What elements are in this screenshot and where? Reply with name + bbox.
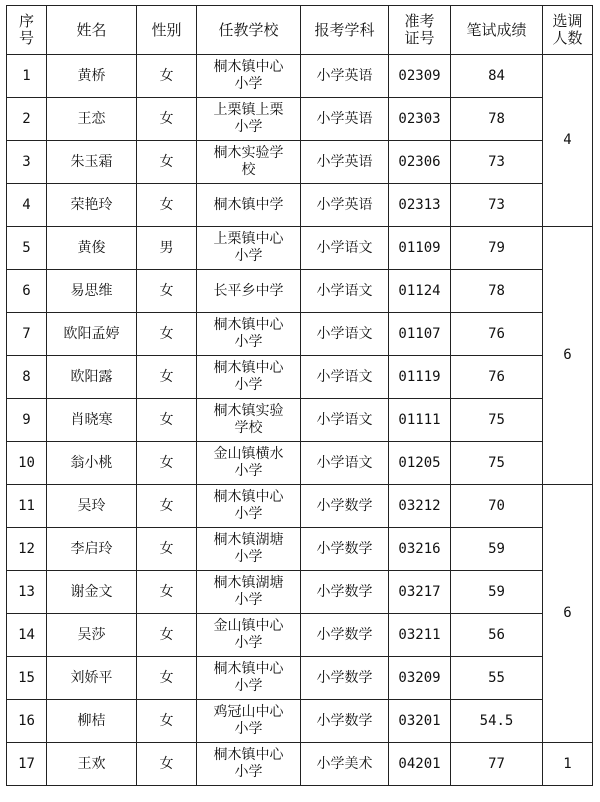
cell-score: 79 — [451, 227, 543, 270]
cell-seq: 6 — [7, 270, 47, 313]
cell-score: 76 — [451, 313, 543, 356]
cell-exam-no: 03212 — [389, 485, 451, 528]
cell-gender: 女 — [137, 700, 197, 743]
cell-seq: 5 — [7, 227, 47, 270]
cell-gender: 男 — [137, 227, 197, 270]
candidate-table — [6, 5, 593, 786]
cell-name: 欧阳露 — [47, 356, 137, 399]
cell-name: 吴莎 — [47, 614, 137, 657]
cell-seq: 3 — [7, 141, 47, 184]
cell-quota: 6 — [543, 485, 593, 743]
cell-exam-no: 01111 — [389, 399, 451, 442]
table-row — [7, 184, 593, 227]
cell-subject: 小学语文 — [301, 399, 389, 442]
cell-exam-no: 01205 — [389, 442, 451, 485]
cell-score: 78 — [451, 270, 543, 313]
cell-subject: 小学语文 — [301, 270, 389, 313]
cell-quota: 4 — [543, 55, 593, 227]
cell-gender: 女 — [137, 184, 197, 227]
cell-subject: 小学语文 — [301, 442, 389, 485]
cell-score: 77 — [451, 743, 543, 786]
header-school: 任教学校 — [197, 6, 301, 55]
cell-seq: 4 — [7, 184, 47, 227]
cell-exam-no: 03216 — [389, 528, 451, 571]
cell-quota: 6 — [543, 227, 593, 485]
cell-subject: 小学英语 — [301, 141, 389, 184]
cell-subject: 小学数学 — [301, 614, 389, 657]
cell-name: 黄桥 — [47, 55, 137, 98]
cell-exam-no: 01109 — [389, 227, 451, 270]
table-row — [7, 356, 593, 399]
cell-exam-no: 02303 — [389, 98, 451, 141]
cell-school: 桐木镇中心 小学 — [197, 356, 301, 399]
header-quota: 选调 人数 — [543, 6, 593, 55]
cell-subject: 小学英语 — [301, 184, 389, 227]
header-gender: 性别 — [137, 6, 197, 55]
cell-seq: 2 — [7, 98, 47, 141]
cell-school: 上栗镇上栗 小学 — [197, 98, 301, 141]
table-header — [7, 6, 593, 55]
table-row — [7, 614, 593, 657]
cell-name: 欧阳孟婷 — [47, 313, 137, 356]
cell-seq: 13 — [7, 571, 47, 614]
table-row — [7, 528, 593, 571]
cell-exam-no: 02309 — [389, 55, 451, 98]
table-row — [7, 743, 593, 786]
cell-score: 54.5 — [451, 700, 543, 743]
cell-seq: 9 — [7, 399, 47, 442]
cell-gender: 女 — [137, 98, 197, 141]
cell-gender: 女 — [137, 399, 197, 442]
cell-school: 金山镇横水 小学 — [197, 442, 301, 485]
cell-seq: 17 — [7, 743, 47, 786]
cell-name: 荣艳玲 — [47, 184, 137, 227]
cell-subject: 小学数学 — [301, 528, 389, 571]
cell-seq: 16 — [7, 700, 47, 743]
cell-exam-no: 02306 — [389, 141, 451, 184]
cell-exam-no: 03209 — [389, 657, 451, 700]
cell-subject: 小学数学 — [301, 657, 389, 700]
cell-school: 桐木镇实验 学校 — [197, 399, 301, 442]
cell-subject: 小学英语 — [301, 98, 389, 141]
cell-subject: 小学数学 — [301, 571, 389, 614]
table-row — [7, 399, 593, 442]
cell-gender: 女 — [137, 657, 197, 700]
cell-exam-no: 02313 — [389, 184, 451, 227]
cell-gender: 女 — [137, 528, 197, 571]
cell-school: 桐木镇中心 小学 — [197, 657, 301, 700]
cell-school: 桐木镇中学 — [197, 184, 301, 227]
header-name: 姓名 — [47, 6, 137, 55]
cell-school: 长平乡中学 — [197, 270, 301, 313]
header-score: 笔试成绩 — [451, 6, 543, 55]
cell-name: 李启玲 — [47, 528, 137, 571]
cell-subject: 小学英语 — [301, 55, 389, 98]
table-row — [7, 98, 593, 141]
cell-gender: 女 — [137, 313, 197, 356]
cell-name: 王欢 — [47, 743, 137, 786]
table-row — [7, 485, 593, 528]
cell-school: 桐木镇中心 小学 — [197, 485, 301, 528]
table-row — [7, 141, 593, 184]
header-row — [7, 6, 593, 55]
cell-exam-no: 04201 — [389, 743, 451, 786]
table-row — [7, 55, 593, 98]
table-row — [7, 313, 593, 356]
cell-school: 桐木镇中心 小学 — [197, 55, 301, 98]
cell-exam-no: 03211 — [389, 614, 451, 657]
table-row — [7, 700, 593, 743]
table-body — [7, 55, 593, 786]
cell-gender: 女 — [137, 141, 197, 184]
table-row — [7, 270, 593, 313]
cell-school: 桐木镇中心 小学 — [197, 743, 301, 786]
cell-name: 朱玉霜 — [47, 141, 137, 184]
cell-gender: 女 — [137, 442, 197, 485]
table-row — [7, 227, 593, 270]
cell-school: 桐木镇中心 小学 — [197, 313, 301, 356]
cell-name: 翁小桃 — [47, 442, 137, 485]
cell-score: 59 — [451, 528, 543, 571]
cell-exam-no: 03201 — [389, 700, 451, 743]
cell-exam-no: 03217 — [389, 571, 451, 614]
cell-name: 黄俊 — [47, 227, 137, 270]
cell-name: 肖晓寒 — [47, 399, 137, 442]
cell-exam-no: 01124 — [389, 270, 451, 313]
cell-school: 上栗镇中心 小学 — [197, 227, 301, 270]
cell-subject: 小学数学 — [301, 700, 389, 743]
cell-gender: 女 — [137, 571, 197, 614]
cell-score: 55 — [451, 657, 543, 700]
cell-exam-no: 01119 — [389, 356, 451, 399]
cell-school: 桐木镇湖塘 小学 — [197, 528, 301, 571]
cell-name: 柳桔 — [47, 700, 137, 743]
cell-score: 84 — [451, 55, 543, 98]
cell-score: 78 — [451, 98, 543, 141]
cell-exam-no: 01107 — [389, 313, 451, 356]
cell-subject: 小学数学 — [301, 485, 389, 528]
cell-score: 73 — [451, 141, 543, 184]
cell-name: 吴玲 — [47, 485, 137, 528]
cell-gender: 女 — [137, 485, 197, 528]
cell-seq: 14 — [7, 614, 47, 657]
cell-name: 刘娇平 — [47, 657, 137, 700]
cell-gender: 女 — [137, 356, 197, 399]
cell-gender: 女 — [137, 270, 197, 313]
cell-seq: 8 — [7, 356, 47, 399]
table-row — [7, 442, 593, 485]
cell-name: 谢金文 — [47, 571, 137, 614]
cell-school: 桐木实验学 校 — [197, 141, 301, 184]
table-row — [7, 657, 593, 700]
cell-score: 75 — [451, 399, 543, 442]
cell-seq: 10 — [7, 442, 47, 485]
cell-subject: 小学语文 — [301, 356, 389, 399]
cell-subject: 小学语文 — [301, 313, 389, 356]
cell-gender: 女 — [137, 614, 197, 657]
cell-seq: 11 — [7, 485, 47, 528]
cell-subject: 小学语文 — [301, 227, 389, 270]
header-subject: 报考学科 — [301, 6, 389, 55]
cell-school: 鸡冠山中心 小学 — [197, 700, 301, 743]
cell-school: 桐木镇湖塘 小学 — [197, 571, 301, 614]
cell-name: 王恋 — [47, 98, 137, 141]
cell-school: 金山镇中心 小学 — [197, 614, 301, 657]
table-row — [7, 571, 593, 614]
cell-score: 70 — [451, 485, 543, 528]
cell-score: 56 — [451, 614, 543, 657]
cell-gender: 女 — [137, 743, 197, 786]
cell-seq: 7 — [7, 313, 47, 356]
cell-score: 59 — [451, 571, 543, 614]
cell-seq: 1 — [7, 55, 47, 98]
cell-name: 易思维 — [47, 270, 137, 313]
header-seq: 序 号 — [7, 6, 47, 55]
header-exam-no: 准考 证号 — [389, 6, 451, 55]
cell-subject: 小学美术 — [301, 743, 389, 786]
cell-gender: 女 — [137, 55, 197, 98]
cell-seq: 12 — [7, 528, 47, 571]
cell-score: 73 — [451, 184, 543, 227]
cell-score: 75 — [451, 442, 543, 485]
cell-score: 76 — [451, 356, 543, 399]
cell-seq: 15 — [7, 657, 47, 700]
cell-quota: 1 — [543, 743, 593, 786]
